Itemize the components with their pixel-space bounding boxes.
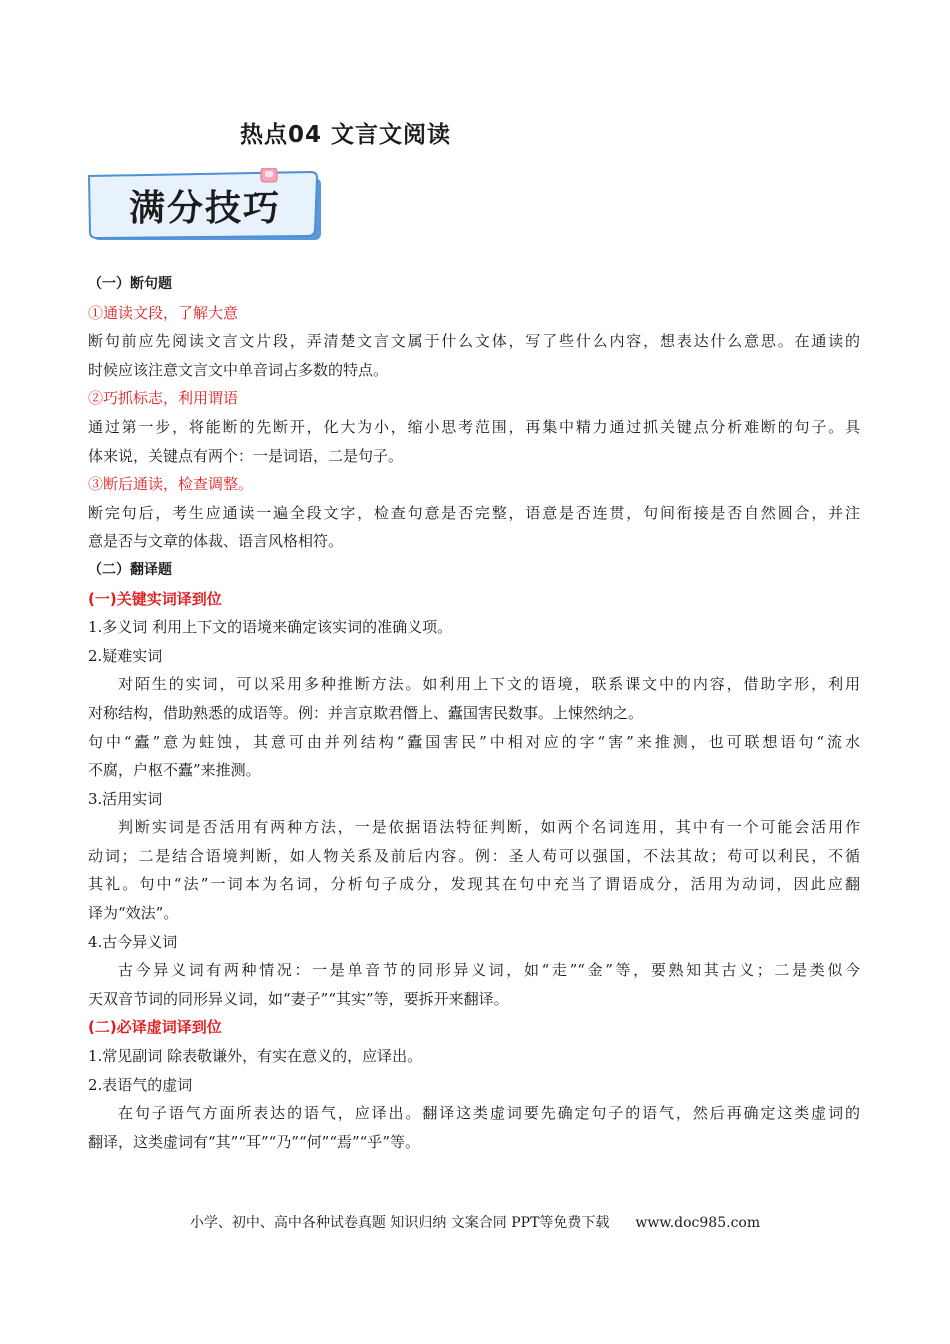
subsection-heading: (二)必译虚词译到位 <box>88 1018 222 1037</box>
paragraph-line: 对陌生的实词，可以采用多种推断方法。如利用上下文的语境，联系课文中的内容，借助字形，利用 <box>118 675 860 694</box>
page-footer <box>0 1212 950 1232</box>
step-heading: ①通读文段，了解大意 <box>88 303 239 322</box>
list-item-heading: 2.疑难实词 <box>88 646 163 665</box>
paragraph-line: 翻译，这类虚词有“其”“耳”“乃”“何”“焉”“乎”等。 <box>88 1132 421 1151</box>
list-item-heading: 1.常见副词 除表敬谦外，有实在意义的，应译出。 <box>88 1047 423 1066</box>
step-heading: ③断后通读，检查调整。 <box>88 475 254 494</box>
footer-site: www.doc985.com <box>635 1215 761 1231</box>
banner-text: 满分技巧 <box>128 188 282 229</box>
paragraph-line: 天双音节词的同形异义词，如“妻子”“其实”等，要拆开来翻译。 <box>88 989 509 1008</box>
paragraph-line: 断完句后，考生应通读一遍全段文字，检查句意是否完整，语意是否连贯，句间衔接是否自然圆合，并注 <box>88 503 860 522</box>
paragraph-line: 在句子语气方面所表达的语气，应译出。翻译这类虚词要先确定句子的语气，然后再确定这类虚词的 <box>118 1104 860 1123</box>
list-item-heading: 3.活用实词 <box>88 789 163 808</box>
subsection-heading: (一)关键实词译到位 <box>88 589 222 608</box>
step-heading: ②巧抓标志，利用谓语 <box>88 389 239 408</box>
paragraph-line: 动词；二是结合语境判断，如人物关系及前后内容。例：圣人苟可以强国，不法其故；苟可以利民，不循 <box>88 846 860 865</box>
paragraph-line: 意是否与文章的体裁、语言风格相符。 <box>88 532 344 551</box>
paragraph-line: 断句前应先阅读文言文片段，弄清楚文言文属于什么文体，写了些什么内容，想表达什么意思。在通读的 <box>88 332 860 351</box>
main-content <box>88 270 860 1156</box>
paragraph-line: 古今异义词有两种情况：一是单音节的同形异义词，如“走”“金”等，要熟知其古义；二是类似今 <box>118 961 860 980</box>
list-item-heading: 1.多义词 利用上下文的语境来确定该实词的准确义项。 <box>88 618 453 637</box>
paragraph-line: 时候应该注意文言文中单音词占多数的特点。 <box>88 360 389 379</box>
banner-badge <box>85 168 325 244</box>
page-title: 热点04 文言文阅读 <box>240 122 452 148</box>
paragraph-line: 不腐，户枢不蠹”来推测。 <box>88 761 261 780</box>
paragraph-line: 其礼。句中“法”一词本为名词，分析句子成分，发现其在句中充当了谓语成分，活用为动词，因此应翻 <box>88 875 860 894</box>
paragraph-line: 体来说，关键点有两个：一是词语，二是句子。 <box>88 446 404 465</box>
paragraph-line: 句中“蠹”意为蛀蚀，其意可由并列结构“蠹国害民”中相对应的字“害”来推测，也可联想语句“流水 <box>88 732 860 751</box>
paragraph-line: 判断实词是否活用有两种方法，一是依据语法特征判断，如两个名词连用，其中有一个可能会活用作 <box>118 818 860 837</box>
paragraph-line: 译为“效法”。 <box>88 904 179 923</box>
paragraph <box>88 413 860 470</box>
paragraph <box>88 670 860 727</box>
paragraph <box>88 327 860 384</box>
section-heading: （二）翻译题 <box>88 561 172 578</box>
list-item-heading: 4.古今异义词 <box>88 932 178 951</box>
paragraph <box>88 728 860 785</box>
list-item-heading: 2.表语气的虚词 <box>88 1075 193 1094</box>
footer-text: 小学、初中、高中各种试卷真题 知识归纳 文案合同 PPT等免费下载 <box>189 1215 610 1231</box>
section-heading: （一）断句题 <box>88 276 172 292</box>
paragraph <box>88 1099 860 1156</box>
paragraph <box>88 499 860 556</box>
paragraph-line: 对称结构，借助熟悉的成语等。例：并言京欺君僭上、蠹国害民数事。上悚然纳之。 <box>88 703 644 722</box>
paragraph <box>88 813 860 927</box>
paragraph <box>88 956 860 1013</box>
paragraph-line: 通过第一步，将能断的先断开，化大为小，缩小思考范围，再集中精力通过抓关键点分析难断的句子。具 <box>88 417 860 436</box>
